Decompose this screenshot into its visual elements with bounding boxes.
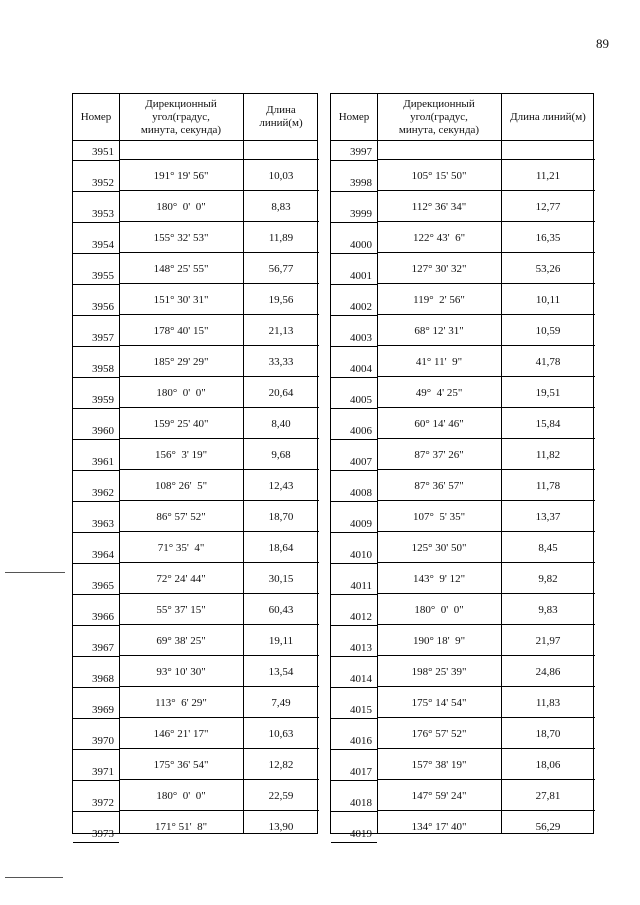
direction-angle: 86° 57' 52" xyxy=(156,510,206,523)
station-number-label: 3999 xyxy=(350,208,372,220)
direction-angle: 157° 38' 19" xyxy=(411,758,467,771)
segment-row xyxy=(119,222,319,253)
line-length: 27,81 xyxy=(535,789,561,802)
direction-angle: 148° 25' 55" xyxy=(153,262,209,275)
line-length: 11,78 xyxy=(535,479,561,492)
line-length: 11,89 xyxy=(268,231,294,244)
segment-row xyxy=(377,656,595,687)
direction-angle: 175° 14' 54" xyxy=(411,696,467,709)
direction-angle: 49° 4' 25" xyxy=(415,386,463,399)
station-number-label: 4006 xyxy=(350,425,372,437)
station-number-label: 3954 xyxy=(92,239,114,251)
station-number-label: 3971 xyxy=(92,766,114,778)
row-rule xyxy=(331,470,377,471)
line-length: 19,56 xyxy=(268,293,294,306)
row-rule xyxy=(73,377,119,378)
row-rule xyxy=(73,532,119,533)
direction-angle: 119° 2' 56" xyxy=(413,293,465,306)
direction-angle: 155° 32' 53" xyxy=(153,231,209,244)
direction-angle: 69° 38' 25" xyxy=(156,634,206,647)
row-rule xyxy=(73,160,119,161)
line-length: 11,83 xyxy=(535,696,561,709)
page-number: 89 xyxy=(596,36,609,51)
line-length: 41,78 xyxy=(535,355,561,368)
segment-rule xyxy=(377,376,595,377)
row-rule xyxy=(73,842,119,843)
row-rule xyxy=(331,563,377,564)
segment-row xyxy=(377,532,595,563)
direction-angle: 175° 36' 54" xyxy=(153,758,209,771)
station-number-label: 4016 xyxy=(350,735,372,747)
segment-rule xyxy=(119,252,319,253)
station-number-label: 4010 xyxy=(350,549,372,561)
direction-angle: 60° 14' 46" xyxy=(414,417,464,430)
line-length: 12,82 xyxy=(268,758,294,771)
header-angle: Дирекционный угол(градус, минута, секунда) xyxy=(140,97,222,136)
segment-row xyxy=(377,315,595,346)
station-number-label: 4008 xyxy=(350,487,372,499)
segment-rule xyxy=(377,283,595,284)
segment-rule xyxy=(119,314,319,315)
line-length: 9,83 xyxy=(538,603,558,616)
direction-angle: 87° 37' 26" xyxy=(414,448,464,461)
segment-rule xyxy=(377,221,595,222)
segment-row xyxy=(377,563,595,594)
row-rule xyxy=(73,780,119,781)
row-rule xyxy=(73,749,119,750)
segment-row xyxy=(377,253,595,284)
line-length: 33,33 xyxy=(268,355,294,368)
station-number-label: 3963 xyxy=(92,518,114,530)
line-length: 18,70 xyxy=(268,510,294,523)
segment-row xyxy=(119,501,319,532)
station-number-label: 4012 xyxy=(350,611,372,623)
segment-rule xyxy=(377,717,595,718)
segment-row xyxy=(119,532,319,563)
segment-row xyxy=(119,687,319,718)
line-length: 22,59 xyxy=(268,789,294,802)
line-length: 10,63 xyxy=(268,727,294,740)
segment-rule xyxy=(119,190,319,191)
segment-rule xyxy=(377,407,595,408)
segment-row xyxy=(119,346,319,377)
direction-angle: 113° 6' 29" xyxy=(155,696,207,709)
direction-angle: 180° 0' 0" xyxy=(156,789,206,802)
table-header xyxy=(331,94,593,141)
segment-row xyxy=(377,191,595,222)
row-rule xyxy=(331,315,377,316)
segment-row xyxy=(377,346,595,377)
row-rule xyxy=(331,625,377,626)
segment-row xyxy=(119,625,319,656)
segment-rule xyxy=(119,283,319,284)
line-length: 19,51 xyxy=(535,386,561,399)
direction-angle: 146° 21' 17" xyxy=(153,727,209,740)
segment-row xyxy=(377,625,595,656)
station-number-label: 4017 xyxy=(350,766,372,778)
segment-rule xyxy=(377,624,595,625)
row-rule xyxy=(331,718,377,719)
table-header xyxy=(73,94,317,141)
station-number-label: 4009 xyxy=(350,518,372,530)
station-number-label: 4015 xyxy=(350,704,372,716)
direction-angle: 151° 30' 31" xyxy=(153,293,209,306)
direction-angle: 178° 40' 15" xyxy=(153,324,209,337)
line-length: 18,70 xyxy=(535,727,561,740)
segment-row xyxy=(377,687,595,718)
footnote-rule xyxy=(5,877,63,878)
segment-row xyxy=(377,222,595,253)
station-number-label: 4019 xyxy=(350,828,372,840)
row-rule xyxy=(331,811,377,812)
station-number-label: 4001 xyxy=(350,270,372,282)
line-length: 8,83 xyxy=(271,200,291,213)
survey-table-left xyxy=(72,93,318,840)
segment-rule xyxy=(377,314,595,315)
segment-rule xyxy=(119,500,319,501)
direction-angle: 87° 36' 57" xyxy=(414,479,464,492)
row-rule xyxy=(73,284,119,285)
row-rule xyxy=(73,811,119,812)
line-length: 16,35 xyxy=(535,231,561,244)
direction-angle: 108° 26' 5" xyxy=(154,479,208,492)
line-length: 56,77 xyxy=(268,262,294,275)
direction-angle: 134° 17' 40" xyxy=(411,820,467,833)
row-rule xyxy=(73,408,119,409)
row-rule xyxy=(331,532,377,533)
row-rule xyxy=(73,222,119,223)
segment-rule xyxy=(119,562,319,563)
row-rule xyxy=(73,718,119,719)
row-rule xyxy=(73,563,119,564)
row-rule xyxy=(73,501,119,502)
row-rule xyxy=(331,160,377,161)
row-rule xyxy=(73,470,119,471)
segment-row xyxy=(119,191,319,222)
row-rule xyxy=(73,191,119,192)
station-number-label: 3960 xyxy=(92,425,114,437)
direction-angle: 72° 24' 44" xyxy=(156,572,206,585)
direction-angle: 180° 0' 0" xyxy=(156,386,206,399)
segment-row xyxy=(119,253,319,284)
station-number-label: 4011 xyxy=(350,580,372,592)
direction-angle: 125° 30' 50" xyxy=(411,541,467,554)
station-number-label: 4002 xyxy=(350,301,372,313)
line-length: 15,84 xyxy=(535,417,561,430)
station-number-label: 3970 xyxy=(92,735,114,747)
row-rule xyxy=(331,284,377,285)
line-length: 21,13 xyxy=(268,324,294,337)
segment-rule xyxy=(119,345,319,346)
segment-row xyxy=(377,501,595,532)
station-number-label: 3973 xyxy=(92,828,114,840)
row-rule xyxy=(73,346,119,347)
direction-angle: 143° 9' 12" xyxy=(412,572,466,585)
line-length: 56,29 xyxy=(535,820,561,833)
station-number-label: 3957 xyxy=(92,332,114,344)
line-length: 53,26 xyxy=(535,262,561,275)
header-number: Номер xyxy=(338,110,370,123)
segment-rule xyxy=(119,531,319,532)
row-rule xyxy=(331,408,377,409)
direction-angle: 185° 29' 29" xyxy=(153,355,209,368)
direction-angle: 180° 0' 0" xyxy=(414,603,464,616)
segment-rule xyxy=(119,779,319,780)
segment-rule xyxy=(377,500,595,501)
segment-rule xyxy=(119,748,319,749)
line-length: 19,11 xyxy=(268,634,294,647)
station-number-label: 4000 xyxy=(350,239,372,251)
segment-row xyxy=(377,594,595,625)
row-rule xyxy=(73,439,119,440)
row-rule xyxy=(73,594,119,595)
segment-row xyxy=(119,780,319,811)
segment-row xyxy=(377,780,595,811)
segment-rule xyxy=(119,221,319,222)
line-length: 12,43 xyxy=(268,479,294,492)
station-number-label: 4018 xyxy=(350,797,372,809)
direction-angle: 171° 51' 8" xyxy=(154,820,208,833)
survey-table-right xyxy=(330,93,594,840)
station-number-label: 3958 xyxy=(92,363,114,375)
segment-rule xyxy=(119,593,319,594)
direction-angle: 71° 35' 4" xyxy=(157,541,205,554)
station-number-label: 3961 xyxy=(92,456,114,468)
margin-mark xyxy=(5,572,65,573)
row-rule xyxy=(331,780,377,781)
segment-rule xyxy=(119,469,319,470)
line-length: 13,37 xyxy=(535,510,561,523)
segment-rule xyxy=(377,438,595,439)
direction-angle: 198° 25' 39" xyxy=(411,665,467,678)
segment-row xyxy=(377,377,595,408)
segment-rule xyxy=(377,779,595,780)
header-length: Длина линий(м) xyxy=(259,104,303,129)
segment-row xyxy=(377,284,595,315)
segment-row xyxy=(119,160,319,191)
row-rule xyxy=(73,687,119,688)
station-number-label: 3955 xyxy=(92,270,114,282)
segment-row xyxy=(119,408,319,439)
segment-rule xyxy=(119,686,319,687)
station-number-label: 3997 xyxy=(350,146,372,158)
segment-row xyxy=(377,160,595,191)
segment-rule xyxy=(377,531,595,532)
direction-angle: 105° 15' 50" xyxy=(411,169,467,182)
direction-angle: 191° 19' 56" xyxy=(153,169,209,182)
row-rule xyxy=(331,842,377,843)
station-number-label: 3972 xyxy=(92,797,114,809)
station-number-label: 3962 xyxy=(92,487,114,499)
direction-angle: 112° 36' 34" xyxy=(411,200,467,213)
line-length: 10,03 xyxy=(268,169,294,182)
row-rule xyxy=(331,656,377,657)
row-rule xyxy=(73,625,119,626)
segment-rule xyxy=(119,407,319,408)
segment-rule xyxy=(119,717,319,718)
line-length: 9,82 xyxy=(538,572,558,585)
station-number-label: 3956 xyxy=(92,301,114,313)
station-number-label: 3952 xyxy=(92,177,114,189)
direction-angle: 159° 25' 40" xyxy=(153,417,209,430)
line-length: 11,21 xyxy=(535,169,561,182)
segment-rule xyxy=(119,624,319,625)
line-length: 60,43 xyxy=(268,603,294,616)
direction-angle: 41° 11' 9" xyxy=(415,355,463,368)
segment-rule xyxy=(119,159,319,160)
station-number-label: 3967 xyxy=(92,642,114,654)
segment-rule xyxy=(377,593,595,594)
segment-row xyxy=(377,718,595,749)
segment-row xyxy=(119,377,319,408)
station-number-label: 3968 xyxy=(92,673,114,685)
direction-angle: 190° 18' 9" xyxy=(412,634,466,647)
header-length: Длина линий(м) xyxy=(510,110,586,123)
line-length: 30,15 xyxy=(268,572,294,585)
station-number-label: 4014 xyxy=(350,673,372,685)
segment-rule xyxy=(119,438,319,439)
row-rule xyxy=(331,594,377,595)
segment-rule xyxy=(377,252,595,253)
segment-row xyxy=(377,811,595,842)
direction-angle: 127° 30' 32" xyxy=(411,262,467,275)
line-length: 21,97 xyxy=(535,634,561,647)
segment-rule xyxy=(377,748,595,749)
row-rule xyxy=(331,346,377,347)
segment-rule xyxy=(119,655,319,656)
direction-angle: 68° 12' 31" xyxy=(414,324,464,337)
station-number-label: 3966 xyxy=(92,611,114,623)
row-rule xyxy=(331,501,377,502)
station-number-label: 4004 xyxy=(350,363,372,375)
line-length: 20,64 xyxy=(268,386,294,399)
segment-row xyxy=(119,811,319,842)
segment-rule xyxy=(377,345,595,346)
segment-row xyxy=(119,470,319,501)
segment-row xyxy=(377,408,595,439)
segment-row xyxy=(119,315,319,346)
segment-row xyxy=(119,594,319,625)
row-rule xyxy=(331,687,377,688)
row-rule xyxy=(331,749,377,750)
line-length: 10,59 xyxy=(535,324,561,337)
line-length: 24,86 xyxy=(535,665,561,678)
line-length: 13,54 xyxy=(268,665,294,678)
line-length: 12,77 xyxy=(535,200,561,213)
line-length: 9,68 xyxy=(271,448,291,461)
station-number-label: 3965 xyxy=(92,580,114,592)
direction-angle: 176° 57' 52" xyxy=(411,727,467,740)
station-number-label: 3964 xyxy=(92,549,114,561)
station-number-label: 4007 xyxy=(350,456,372,468)
line-length: 18,06 xyxy=(535,758,561,771)
direction-angle: 107° 5' 35" xyxy=(412,510,466,523)
row-rule xyxy=(331,377,377,378)
segment-rule xyxy=(377,810,595,811)
segment-row xyxy=(119,284,319,315)
segment-row xyxy=(119,656,319,687)
segment-rule xyxy=(377,686,595,687)
row-rule xyxy=(73,315,119,316)
segment-row xyxy=(119,439,319,470)
segment-rule xyxy=(377,655,595,656)
line-length: 8,45 xyxy=(538,541,558,554)
station-number-label: 4005 xyxy=(350,394,372,406)
segment-row xyxy=(377,749,595,780)
direction-angle: 55° 37' 15" xyxy=(156,603,206,616)
station-number-label: 3959 xyxy=(92,394,114,406)
segment-row xyxy=(119,749,319,780)
header-number: Номер xyxy=(80,110,112,123)
direction-angle: 93° 10' 30" xyxy=(156,665,206,678)
line-length: 18,64 xyxy=(268,541,294,554)
segment-rule xyxy=(377,469,595,470)
line-length: 10,11 xyxy=(535,293,561,306)
segment-row xyxy=(377,470,595,501)
segment-row xyxy=(119,718,319,749)
direction-angle: 122° 43' 6" xyxy=(412,231,466,244)
row-rule xyxy=(331,222,377,223)
line-length: 13,90 xyxy=(268,820,294,833)
line-length: 11,82 xyxy=(535,448,561,461)
station-number-label: 3953 xyxy=(92,208,114,220)
station-number-label: 4003 xyxy=(350,332,372,344)
segment-rule xyxy=(119,376,319,377)
header-angle: Дирекционный угол(градус, минута, секунда) xyxy=(398,97,480,136)
row-rule xyxy=(73,253,119,254)
station-number-label: 3969 xyxy=(92,704,114,716)
direction-angle: 147° 59' 24" xyxy=(411,789,467,802)
segment-rule xyxy=(377,190,595,191)
segment-rule xyxy=(119,810,319,811)
segment-row xyxy=(377,439,595,470)
segment-rule xyxy=(377,159,595,160)
row-rule xyxy=(73,656,119,657)
station-number-label: 3951 xyxy=(92,146,114,158)
line-length: 8,40 xyxy=(271,417,291,430)
row-rule xyxy=(331,191,377,192)
direction-angle: 156° 3' 19" xyxy=(154,448,208,461)
row-rule xyxy=(331,439,377,440)
line-length: 7,49 xyxy=(271,696,291,709)
row-rule xyxy=(331,253,377,254)
segment-rule xyxy=(377,562,595,563)
segment-row xyxy=(119,563,319,594)
station-number-label: 4013 xyxy=(350,642,372,654)
station-number-label: 3998 xyxy=(350,177,372,189)
direction-angle: 180° 0' 0" xyxy=(156,200,206,213)
